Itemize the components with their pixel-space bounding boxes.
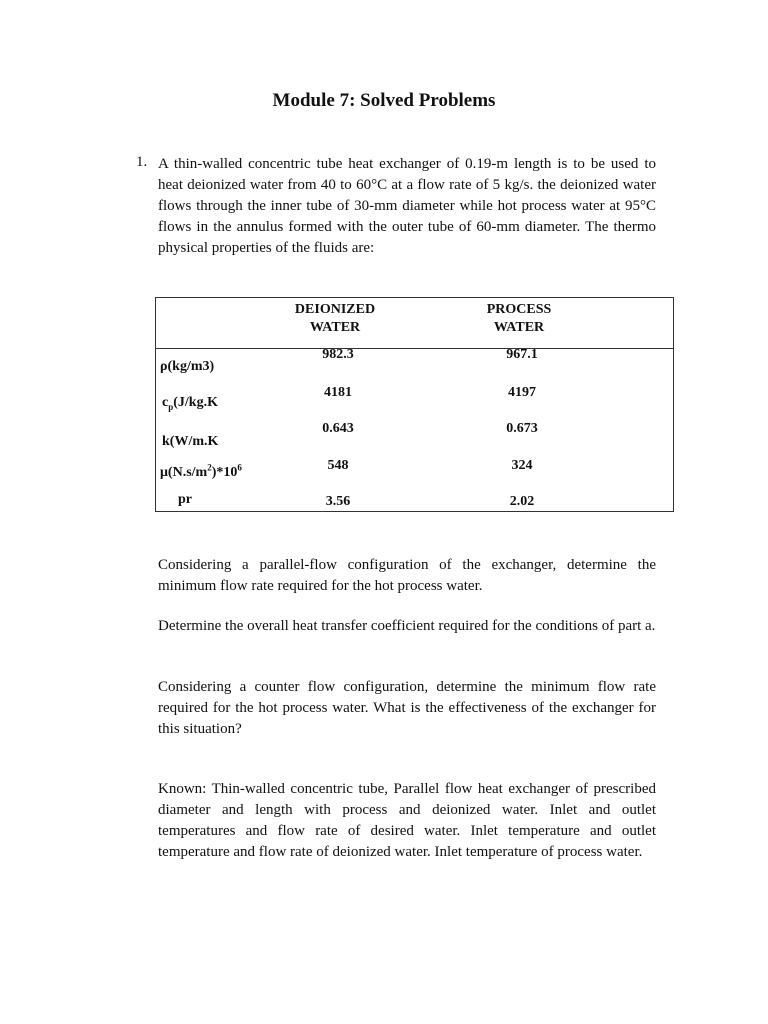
value-deionized-mu: 548 [327,458,349,473]
page-title: Module 7: Solved Problems [272,90,496,111]
row-label-specific-heat: $c_p(J/kg.K$ [162,395,218,412]
value-process-k: 0.673 [506,421,538,436]
table-header-divider [155,348,674,349]
value-deionized-cp: 4181 [324,385,352,400]
known-text: Known: Thin-walled concentric tube, Parallel flow heat exchanger of prescribed diameter and length with process and deionized water. Inlet and outlet temperatures and flow rate of desired water. Inlet temperature and outlet temperature and flow rate of deionized water. Inlet temperature of process water. [158,781,656,860]
value-process-density: 967.1 [506,347,538,362]
header-process-water: PROCESS WATER [486,302,552,335]
value-process-mu: 324 [511,458,533,473]
row-label-prandtl: pr [178,492,192,507]
row-label-density: ρ(kg/m3) [160,359,215,374]
question-text: A thin-walled concentric tube heat exchanger of 0.19-m length is to be used to heat deionized water from 40 to 60°C at a flow rate of 5 kg/s. the deionized water flows through the inner tube of 30-mm diameter while hot process water at 95°C flows in the annulus formed with the outer tube of 60-mm diameter. The thermo physical properties of the fluids are: [158,156,656,256]
value-deionized-density: 982.3 [322,347,354,362]
row-label-conductivity: k(W/m.K [162,434,219,449]
part-a-text: Considering a parallel-flow configuration of the exchanger, determine the minimum flow rate required for the hot process water. [158,557,656,594]
part-c-text: Considering a counter flow configuration, determine the minimum flow rate required for the hot process water. What is the effectiveness of the exchanger for this situation? [158,679,656,737]
value-process-cp: 4197 [508,385,536,400]
header-deionized-water: DEIONIZED WATER [294,302,376,335]
row-label-viscosity: $\mu(N.s/m^2)*10^6$ [160,462,242,480]
question-number: 1. [136,154,148,170]
value-deionized-pr: 3.56 [325,494,351,509]
value-process-pr: 2.02 [509,494,535,509]
value-deionized-k: 0.643 [322,421,354,436]
part-b-text: Determine the overall heat transfer coefficient required for the conditions of part a. [158,618,656,634]
